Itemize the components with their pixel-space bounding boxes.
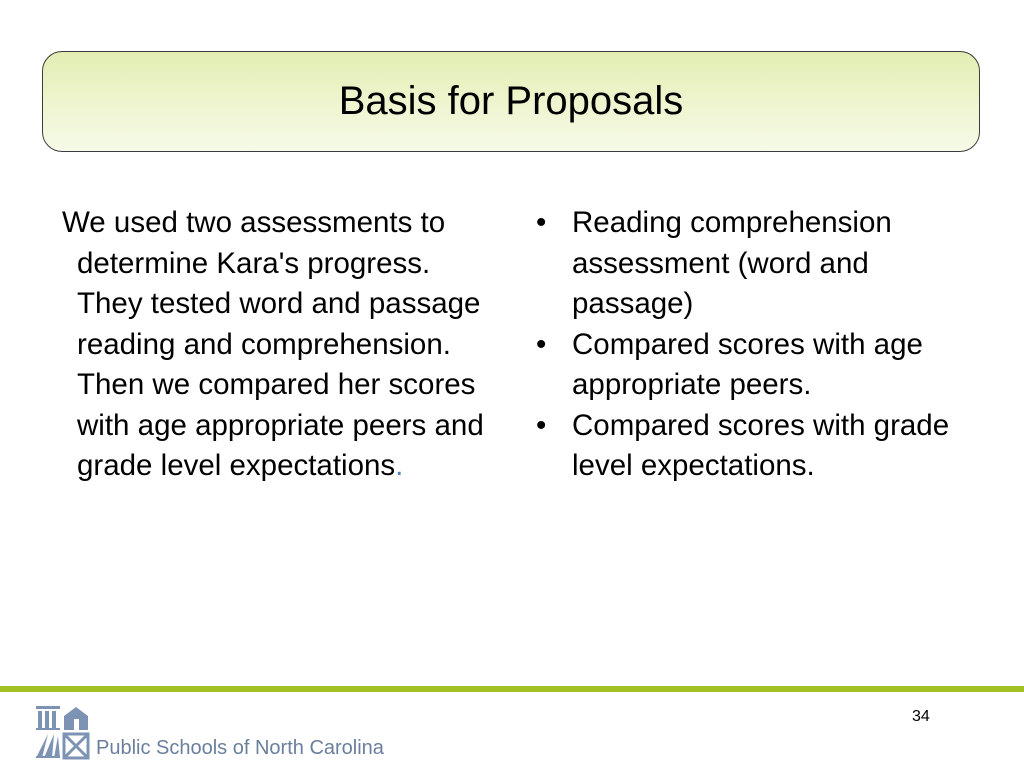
bullet-text: Compared scores with age appropriate peers. — [572, 327, 923, 401]
bullet-marker: • — [536, 408, 547, 442]
page-number: 34 — [912, 708, 930, 725]
left-paragraph-period: . — [395, 449, 404, 482]
title-box — [42, 51, 980, 152]
bullet-item — [532, 203, 992, 325]
bullet-text: Reading comprehension assessment (word and passage) — [572, 206, 892, 320]
bullet-text: Compared scores with grade level expectations. — [572, 408, 950, 482]
footer-organization-name: Public Schools of North Carolina — [96, 737, 384, 759]
bullet-list — [532, 203, 992, 487]
footer-divider — [0, 686, 1024, 692]
slide-title: Basis for Proposals — [338, 78, 684, 123]
nc-public-schools-logo-icon — [34, 704, 90, 760]
bullet-marker: • — [536, 327, 547, 361]
bullet-item — [532, 406, 992, 487]
left-paragraph-text: We used two assessments to determine Kara's progress. They tested word and passage reading and comprehension. Then we compared her scores with age appropriate peers and grade level expectations — [62, 206, 484, 482]
bullet-item — [532, 325, 992, 406]
bullet-marker: • — [536, 206, 547, 239]
left-paragraph — [62, 203, 502, 487]
left-text-column — [62, 203, 502, 487]
